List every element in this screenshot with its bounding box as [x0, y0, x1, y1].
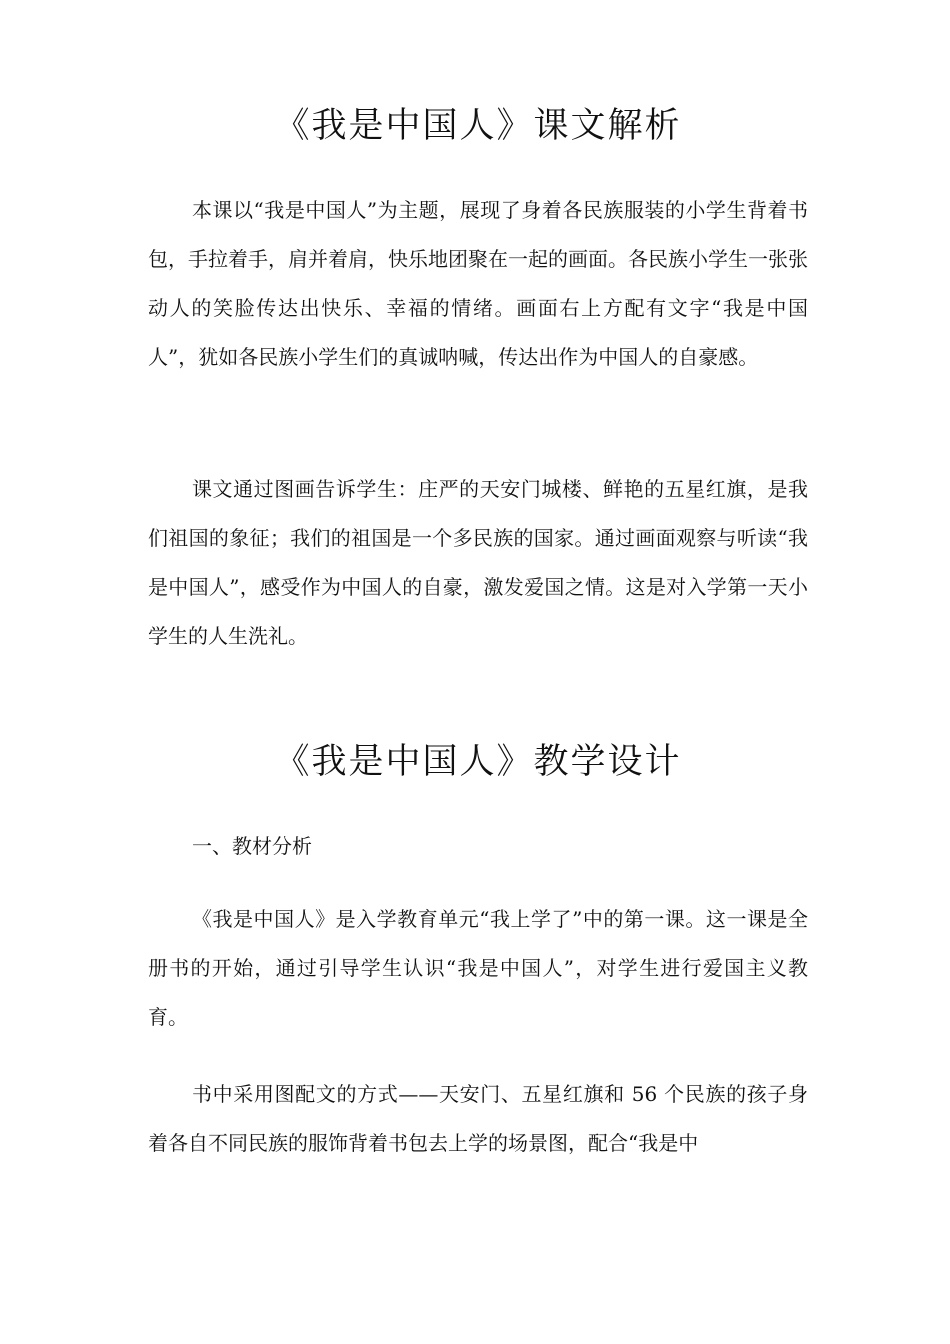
paragraph-picture-method: 书中采用图配文的方式——天安门、五星红旗和 56 个民族的孩子身着各自不同民族的服饰背着书包去上学的场景图，配合“我是中 [148, 1082, 808, 1155]
subheading-material-analysis: 一、教材分析 [192, 834, 312, 858]
section-title-text-analysis: 《我是中国人》课文解析 [274, 106, 682, 146]
section-title-teaching-design: 《我是中国人》教学设计 [274, 742, 682, 782]
paragraph-material-overview: 《我是中国人》是入学教育单元“我上学了”中的第一课。这一课是全册书的开始，通过引导学生认识“我是中国人”，对学生进行爱国主义教育。 [148, 907, 808, 1029]
paragraph-symbols: 课文通过图画告诉学生：庄严的天安门城楼、鲜艳的五星红旗，是我们祖国的象征；我们的祖国是一个多民族的国家。通过画面观察与听读“我是中国人”，感受作为中国人的自豪，激发爱国之情。这是对入学第一天小学生的人生洗礼。 [148, 477, 808, 648]
paragraph-intro: 本课以“我是中国人”为主题，展现了身着各民族服装的小学生背着书包，手拉着手，肩并着肩，快乐地团聚在一起的画面。各民族小学生一张张动人的笑脸传达出快乐、幸福的情绪。画面右上方配有文字“我是中国人”，犹如各民族小学生们的真诚呐喊，传达出作为中国人的自豪感。 [148, 198, 808, 369]
